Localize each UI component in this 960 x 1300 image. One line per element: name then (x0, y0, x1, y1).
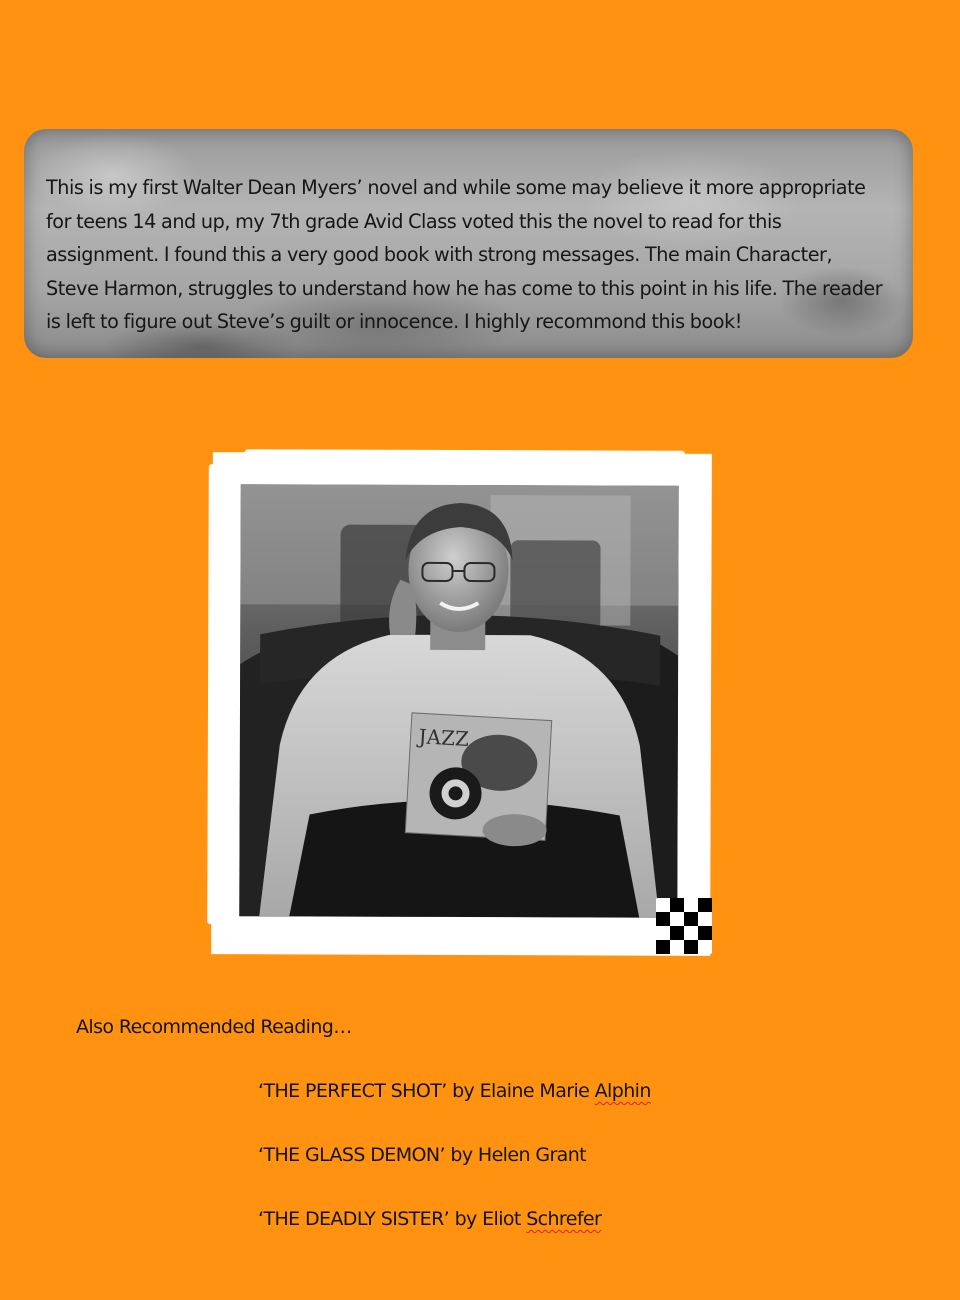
book-title: ‘THE DEADLY SISTER’ by Eliot (258, 1208, 527, 1230)
checkered-corner-icon (656, 898, 712, 954)
photo-frame (213, 454, 710, 954)
book-item-deadly-sister (258, 1208, 651, 1272)
author-photo (239, 484, 679, 918)
review-text: This is my first Walter Dean Myers’ novel and while some may believe it more appropriate for teens 14 and up, my 7th grade Avid Class voted this the novel to read for this assignment. I found this a very good book with strong messages. The main Character, Steve Harmon, struggles to understand how he has come to this point in his life. The reader is left to figure out Steve’s guilt or innocence. I highly recommond this book! (46, 176, 883, 333)
recommended-book-list (258, 1080, 651, 1272)
review-box (24, 129, 913, 358)
author-photo-illustration (239, 484, 679, 918)
book-item-perfect-shot (258, 1080, 651, 1144)
book-cover-title: JAZZ (418, 724, 470, 752)
also-recommended-heading: Also Recommended Reading… (76, 1016, 352, 1038)
misspelled-word[interactable]: Schrefer (526, 1208, 602, 1230)
misspelled-word[interactable]: Alphin (594, 1080, 651, 1102)
book-title: ‘THE GLASS DEMON’ by Helen Grant (258, 1144, 586, 1166)
book-title: ‘THE PERFECT SHOT’ by Elaine Marie (258, 1080, 595, 1102)
book-item-glass-demon (258, 1144, 651, 1208)
